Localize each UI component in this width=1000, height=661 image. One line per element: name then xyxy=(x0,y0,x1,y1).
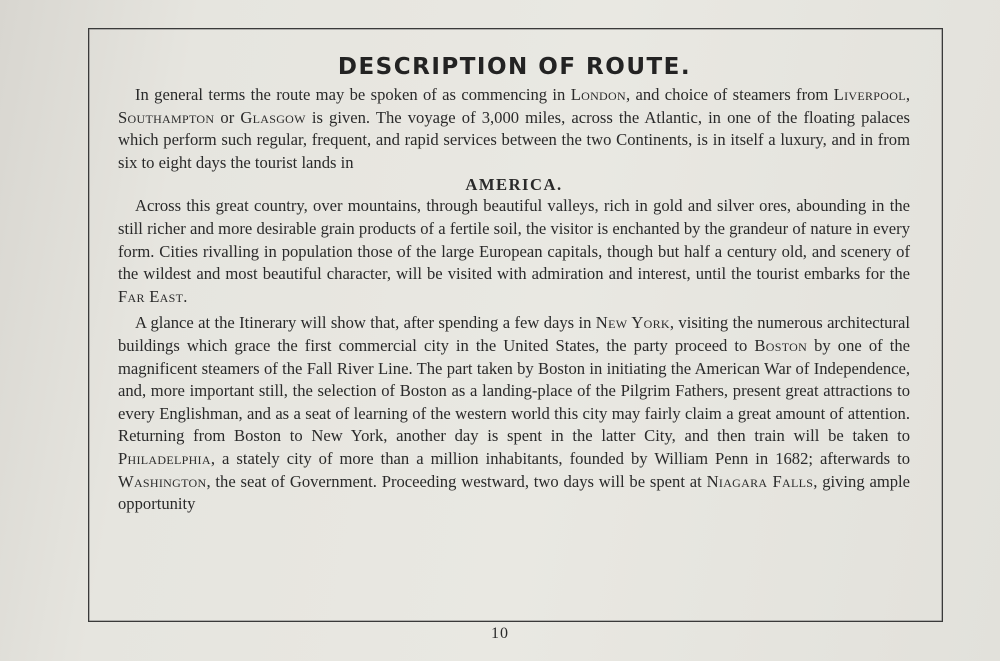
place-boston: Boston xyxy=(754,335,808,355)
p3-text-1: A glance at the Itinerary will show that, after spending a few days in xyxy=(135,313,596,333)
place-liverpool: Liverpool xyxy=(833,85,906,104)
place-philadelphia: Philadelphia xyxy=(118,448,211,468)
page-title: DESCRIPTION OF ROUTE. xyxy=(337,54,692,80)
place-far-east: Far East xyxy=(118,286,184,306)
place-washington: Washington xyxy=(118,471,207,491)
place-glasgow: Glasgow xyxy=(240,107,306,127)
place-niagara-falls: Niagara Falls xyxy=(706,471,814,491)
place-new-york: New York xyxy=(595,313,670,333)
p3-text-6: , giving ample opportunity xyxy=(118,471,911,514)
p1-text-1: In general terms the route may be spoken of as commencing in xyxy=(135,85,571,104)
p1-text-3: , xyxy=(905,85,910,104)
p1-text-5: is given. The voyage of 3,000 miles, across the Atlantic, in one of the floating palaces which perform such regular, frequent, and rapid services between the two Continents, is in itself a luxury, and in from six to eight days the tourist lands in xyxy=(118,107,910,172)
p2-text-2: . xyxy=(183,286,188,306)
p3-text-5: , the seat of Government. Proceeding westward, two days will be spent at xyxy=(206,471,707,491)
page-number: 10 xyxy=(491,625,509,642)
p1-text-2: , and choice of steamers from xyxy=(625,85,834,104)
place-southampton: Southampton xyxy=(118,107,215,127)
paragraph-1 xyxy=(118,84,910,174)
p3-text-2: , visiting the numerous architectural buildings which grace the first commercial city in the United States, the party proceed to xyxy=(118,313,910,355)
p1-text-4: or xyxy=(214,107,241,127)
body-text xyxy=(118,84,910,516)
paragraph-3 xyxy=(118,312,910,515)
section-heading-america: AMERICA. xyxy=(465,175,563,195)
p2-text-1: Across this great country, over mountains, through beautiful valleys, rich in gold and silver ores, abounding in the still richer and more desirable grain products of a fertile soil, the visitor is enchanted by the grandeur of nature in every form. Cities rivalling in population those of the large European capitals, though but half a century old, and scenery of the wildest and most beautiful character, will be visited with admiration and interest, until the tourist embarks for the xyxy=(118,196,910,284)
place-london: London xyxy=(570,85,626,104)
p3-text-3: by one of the magnificent steamers of the Fall River Line. The part taken by Boston in initiating the American War of Independence, and, more important still, the selection of Boston as a landing-place of the Pilgrim Fathers, present great attractions to every Englishman, and as a seat of learning of the western world this city may fairly claim a great amount of attention. Returning from Boston to New York, another day is spent in the latter City, and then train will be taken to xyxy=(118,335,910,446)
paragraph-2 xyxy=(118,195,910,308)
p3-text-4: , a stately city of more than a million inhabitants, founded by William Penn in 1682; afterwards to xyxy=(210,448,910,468)
